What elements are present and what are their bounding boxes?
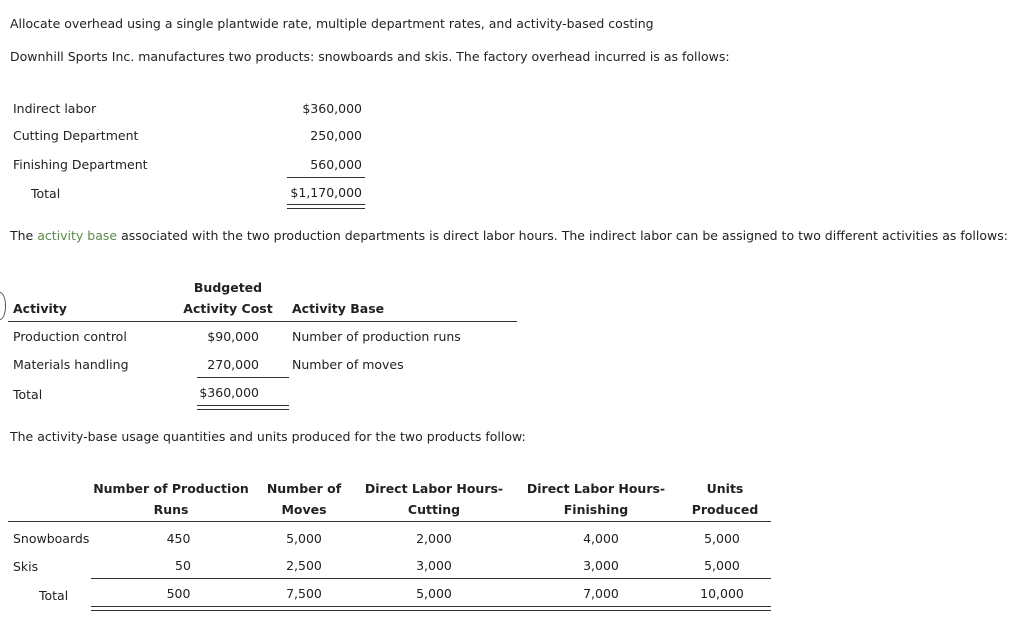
header-budgeted: Budgeted <box>193 280 263 295</box>
activity-total-label: Total <box>13 387 43 402</box>
total-double-rule <box>91 606 771 611</box>
product-label: Skis <box>13 559 39 574</box>
usage-cell: 2,500 <box>286 558 322 573</box>
subtotal-rule <box>287 177 365 178</box>
overhead-value: 560,000 <box>310 157 362 172</box>
usage-cell: 3,000 <box>416 558 452 573</box>
header-production-runs: Number of Production <box>93 481 249 496</box>
activity-base-link[interactable]: activity base <box>37 228 118 243</box>
usage-cell: 2,000 <box>416 531 452 546</box>
header-activity-cost: Activity Cost <box>183 301 273 316</box>
activity-base: Number of moves <box>292 357 404 372</box>
side-tab-handle[interactable] <box>0 292 6 320</box>
overhead-label: Finishing Department <box>13 157 148 172</box>
para-text: The <box>10 228 38 243</box>
usage-total-cell: 7,500 <box>286 586 322 601</box>
product-label: Snowboards <box>13 531 90 546</box>
usage-total-cell: 500 <box>166 586 191 601</box>
page-heading: Allocate overhead using a single plantwide rate, multiple department rates, and activity-based costing <box>10 16 654 31</box>
header-dlh-finishing: Direct Labor Hours- <box>526 481 666 496</box>
header-activity: Activity <box>13 301 67 316</box>
activity-name: Production control <box>13 329 127 344</box>
subtotal-rule <box>91 578 771 579</box>
header-moves: Number of <box>266 481 342 496</box>
header-rule <box>8 521 771 522</box>
usage-cell: 50 <box>175 558 191 573</box>
intro-text: Downhill Sports Inc. manufactures two products: snowboards and skis. The factory overhead incurred is as follows: <box>10 49 730 64</box>
activity-base: Number of production runs <box>292 329 461 344</box>
activity-name: Materials handling <box>13 357 129 372</box>
overhead-total-label: Total <box>31 186 61 201</box>
usage-cell: 450 <box>166 531 191 546</box>
overhead-value: $360,000 <box>302 101 362 116</box>
usage-cell: 4,000 <box>583 531 619 546</box>
header-units-produced: Produced <box>691 502 759 517</box>
usage-cell: 3,000 <box>583 558 619 573</box>
usage-total-cell: 10,000 <box>700 586 744 601</box>
activity-cost: $90,000 <box>207 329 259 344</box>
header-units-produced: Units <box>706 481 744 496</box>
activity-base-paragraph <box>10 228 1008 243</box>
overhead-value: 250,000 <box>310 128 362 143</box>
header-production-runs: Runs <box>153 502 189 517</box>
total-double-rule <box>197 405 289 410</box>
overhead-total-value: $1,170,000 <box>290 185 362 200</box>
activity-total-cost: $360,000 <box>199 385 259 400</box>
header-moves: Moves <box>281 502 327 517</box>
usage-total-cell: 5,000 <box>416 586 452 601</box>
header-dlh-finishing: Finishing <box>563 502 629 517</box>
usage-total-cell: 7,000 <box>583 586 619 601</box>
header-dlh-cutting: Cutting <box>407 502 461 517</box>
subtotal-rule <box>197 377 289 378</box>
header-activity-base: Activity Base <box>292 301 385 316</box>
activity-cost: 270,000 <box>207 357 259 372</box>
total-double-rule <box>287 204 365 209</box>
overhead-label: Cutting Department <box>13 128 139 143</box>
usage-cell: 5,000 <box>704 531 740 546</box>
usage-cell: 5,000 <box>704 558 740 573</box>
usage-total-label: Total <box>39 588 69 603</box>
header-rule <box>8 321 517 322</box>
usage-paragraph: The activity-base usage quantities and units produced for the two products follow: <box>10 429 526 444</box>
overhead-label: Indirect labor <box>13 101 97 116</box>
para-text: associated with the two production departments is direct labor hours. The indirect labor can be assigned to two different activities as follows: <box>117 228 1008 243</box>
usage-cell: 5,000 <box>286 531 322 546</box>
header-dlh-cutting: Direct Labor Hours- <box>364 481 504 496</box>
